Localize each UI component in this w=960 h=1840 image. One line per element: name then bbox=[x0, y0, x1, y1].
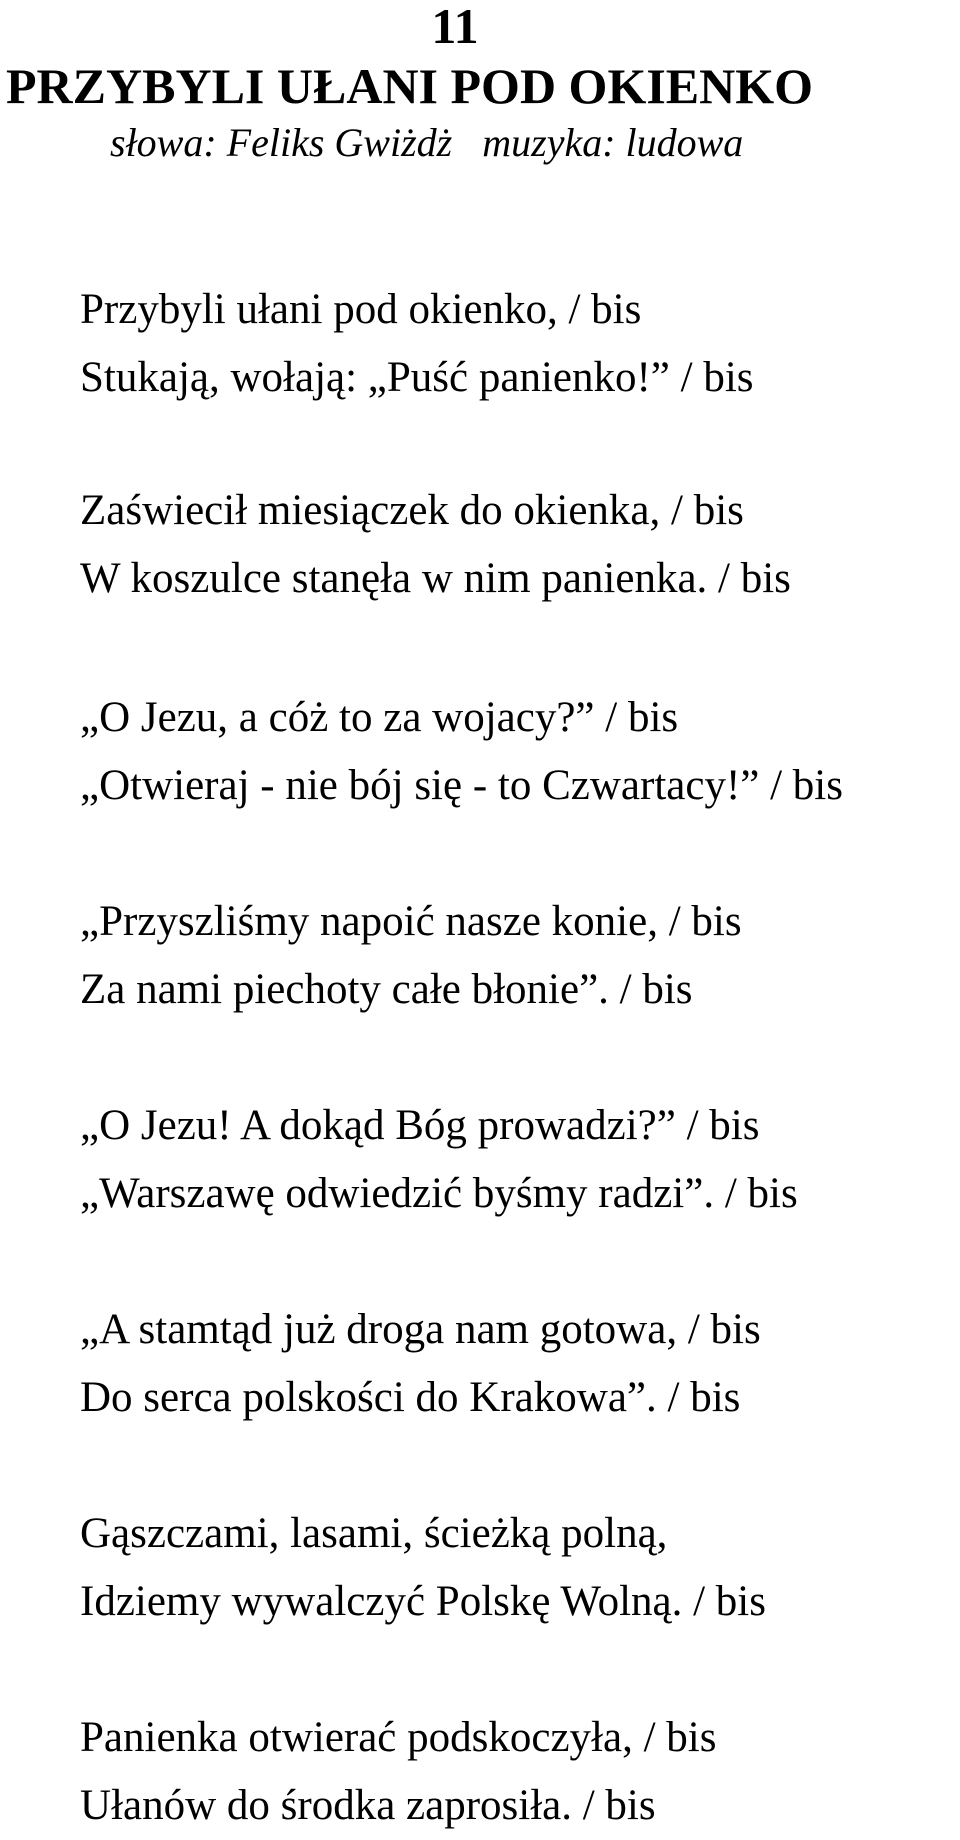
song-number: 11 bbox=[431, 0, 479, 54]
stanza-8 bbox=[80, 1704, 716, 1840]
lyric-line: Do serca polskości do Krakowa”. / bis bbox=[80, 1374, 741, 1421]
stanza-1 bbox=[80, 276, 754, 412]
lyric-line: Zaświecił miesiączek do okienka, / bis bbox=[80, 487, 744, 534]
lyric-line: „O Jezu, a cóż to za wojacy?” / bis bbox=[80, 694, 679, 741]
stanza-2 bbox=[80, 477, 791, 613]
stanza-5 bbox=[80, 1092, 798, 1228]
lyric-line: Stukają, wołają: „Puść panienko!” / bis bbox=[80, 354, 754, 401]
music-credit: muzyka: ludowa bbox=[482, 120, 744, 165]
lyric-line: W koszulce stanęła w nim panienka. / bis bbox=[80, 555, 791, 602]
lyric-line: „Przyszliśmy napoić nasze konie, / bis bbox=[80, 898, 742, 945]
lyric-line: Panienka otwierać podskoczyła, / bis bbox=[80, 1714, 717, 1761]
stanza-3 bbox=[80, 684, 843, 820]
lyric-line: Ułanów do środka zaprosiła. / bis bbox=[80, 1782, 656, 1829]
lyric-line: „O Jezu! A dokąd Bóg prowadzi?” / bis bbox=[80, 1102, 760, 1149]
lyrics-credit: słowa: Feliks Gwiżdż bbox=[110, 120, 453, 165]
lyric-line: Za nami piechoty całe błonie”. / bis bbox=[80, 966, 693, 1013]
lyric-line: Gąszczami, lasami, ścieżką polną, bbox=[80, 1510, 668, 1557]
lyric-line: Idziemy wywalczyć Polskę Wolną. / bis bbox=[80, 1578, 766, 1625]
lyric-line: „Otwieraj - nie bój się - to Czwartacy!” / bis bbox=[80, 762, 843, 809]
lyric-line: „A stamtąd już droga nam gotowa, / bis bbox=[80, 1306, 761, 1353]
stanza-4 bbox=[80, 888, 742, 1024]
song-title: PRZYBYLI UŁANI POD OKIENKO bbox=[6, 58, 814, 114]
lyric-line: Przybyli ułani pod okienko, / bis bbox=[80, 286, 642, 333]
stanza-6 bbox=[80, 1296, 761, 1432]
song-credits bbox=[110, 117, 743, 169]
lyric-line: „Warszawę odwiedzić byśmy radzi”. / bis bbox=[80, 1170, 798, 1217]
stanza-7 bbox=[80, 1500, 766, 1636]
